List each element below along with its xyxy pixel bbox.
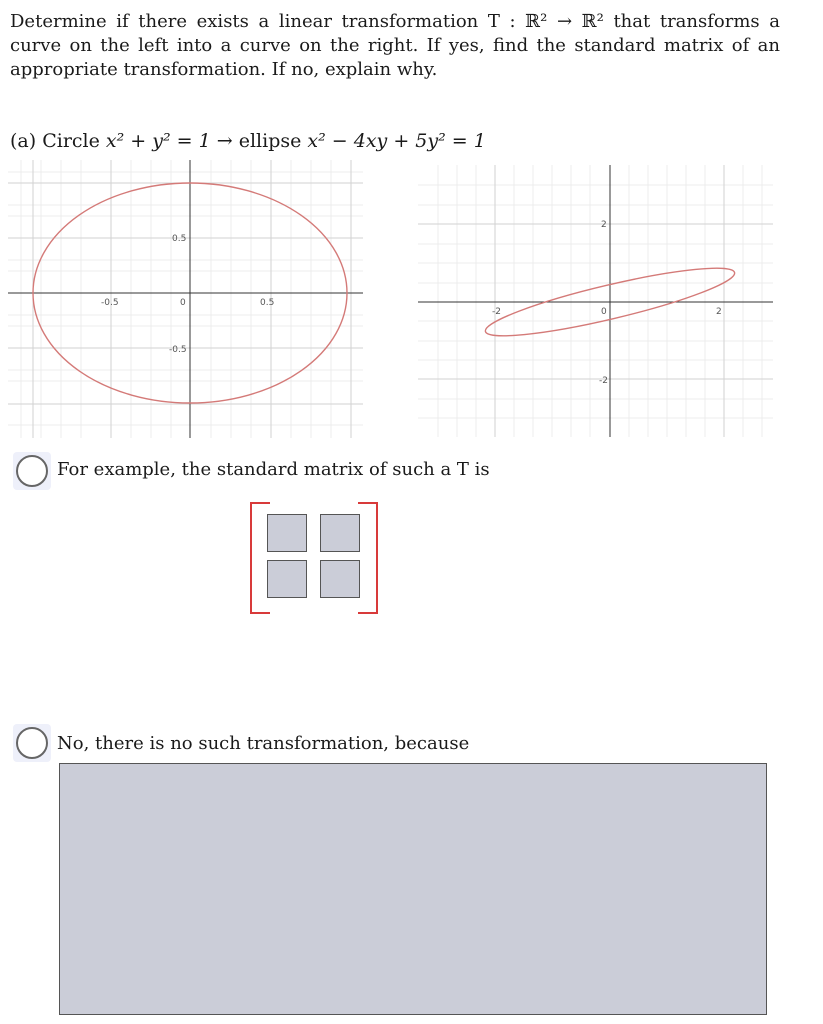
radio-no-circle[interactable] — [16, 727, 48, 759]
x-tick-half: 0.5 — [260, 298, 275, 308]
ellipse-word: ellipse — [238, 130, 302, 152]
y-tick-neg-half: -0.5 — [169, 345, 187, 355]
x-tick-two: 2 — [716, 307, 722, 317]
radio-no[interactable] — [13, 724, 51, 762]
ellipse-graph-svg — [418, 165, 773, 437]
option-no-label: No, there is no such transformation, because — [57, 733, 470, 754]
circle-graph — [8, 160, 363, 438]
y-tick-half: 0.5 — [172, 234, 187, 244]
ellipse-graph — [418, 165, 773, 437]
x-tick-zero: 0 — [180, 298, 186, 308]
explanation-textarea[interactable] — [59, 763, 767, 1015]
right-bracket — [358, 502, 378, 614]
problem-statement: Determine if there exists a linear transformation T : ℝ² → ℝ² that transforms a curve on the left into a curve on the right. If yes, find the standard matrix of an appropriate transformation. If no, explain why. — [10, 11, 780, 80]
option-yes-label: For example, the standard matrix of such a T is — [57, 459, 490, 480]
axes — [418, 165, 773, 437]
matrix-entry-22[interactable] — [320, 560, 360, 598]
circle-equation: x² + y² = 1 — [105, 130, 211, 152]
x-tick-zero: 0 — [601, 307, 607, 317]
part-a-label: (a) — [10, 130, 37, 152]
arrow: → — [216, 130, 233, 152]
radio-yes[interactable] — [13, 452, 51, 490]
ellipse-equation: x² − 4xy + 5y² = 1 — [307, 130, 486, 152]
radio-yes-circle[interactable] — [16, 455, 48, 487]
x-tick-neg-two: -2 — [492, 307, 501, 317]
major-grid — [418, 165, 773, 437]
matrix-input — [250, 502, 378, 612]
y-tick-two: 2 — [601, 220, 607, 230]
circle-word: Circle — [42, 130, 100, 152]
minor-grid — [418, 165, 773, 437]
matrix-entry-12[interactable] — [320, 514, 360, 552]
part-a-heading — [10, 128, 486, 154]
circle-graph-svg — [8, 160, 363, 438]
y-tick-neg-two: -2 — [599, 376, 608, 386]
matrix-entry-11[interactable] — [267, 514, 307, 552]
matrix-entry-21[interactable] — [267, 560, 307, 598]
x-tick-neg-half: -0.5 — [101, 298, 119, 308]
